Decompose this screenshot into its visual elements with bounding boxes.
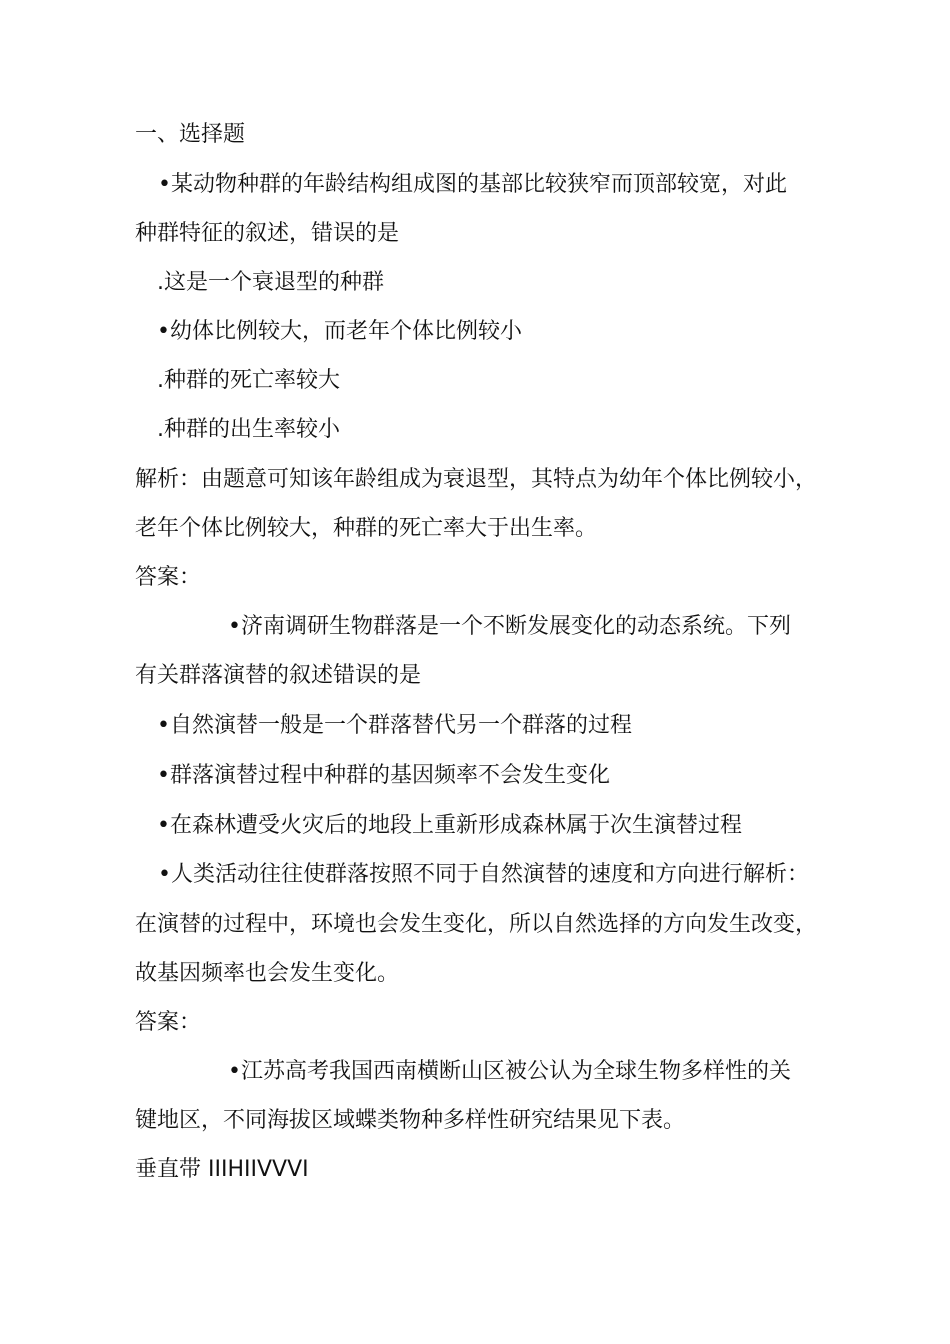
q1-option-a: .这是一个衰退型的种群 — [157, 270, 384, 295]
q1-answer-label: 答案： — [135, 565, 202, 590]
q1-option-d: .种群的出生率较小 — [157, 417, 340, 442]
q3-table-row-label: 垂直带 IIIHIIVVVI — [135, 1157, 309, 1182]
q1-analysis-line-1: 解析：由题意可知该年龄组成为衰退型，其特点为幼年个体比例较小， — [135, 467, 818, 492]
q1-stem-line-2: 种群特征的叙述，错误的是 — [135, 221, 400, 246]
q2-analysis-line-1: 在演替的过程中，环境也会发生变化，所以自然选择的方向发生改变， — [135, 912, 818, 937]
q1-stem-line-1: •某动物种群的年龄结构组成图的基部比较狭窄而顶部较宽，对此 — [158, 172, 787, 197]
q2-stem-line-1: •济南调研生物群落是一个不断发展变化的动态系统。下列 — [228, 614, 791, 639]
q1-analysis-line-2: 老年个体比例较大，种群的死亡率大于出生率。 — [135, 516, 598, 541]
q3-stem-line-2: 键地区，不同海拔区域蝶类物种多样性研究结果见下表。 — [135, 1108, 686, 1133]
q2-option-a: •自然演替一般是一个群落替代另一个群落的过程 — [157, 713, 632, 738]
q2-option-c: •在森林遭受火灾后的地段上重新形成森林属于次生演替过程 — [157, 813, 742, 838]
q2-option-b: •群落演替过程中种群的基因频率不会发生变化 — [157, 763, 610, 788]
q2-answer-label: 答案： — [135, 1010, 202, 1035]
q1-option-c: .种群的死亡率较大 — [157, 368, 340, 393]
q2-analysis-line-2: 故基因频率也会发生变化。 — [135, 961, 400, 986]
q1-option-b: •幼体比例较大，而老年个体比例较小 — [157, 319, 522, 344]
q2-stem-line-2: 有关群落演替的叙述错误的是 — [135, 663, 422, 688]
section-heading: 一、选择题 — [135, 122, 246, 147]
q2-option-d: •人类活动往往使群落按照不同于自然演替的速度和方向进行解析： — [158, 862, 809, 887]
q3-stem-line-1: •江苏高考我国西南横断山区被公认为全球生物多样性的关 — [228, 1059, 791, 1084]
